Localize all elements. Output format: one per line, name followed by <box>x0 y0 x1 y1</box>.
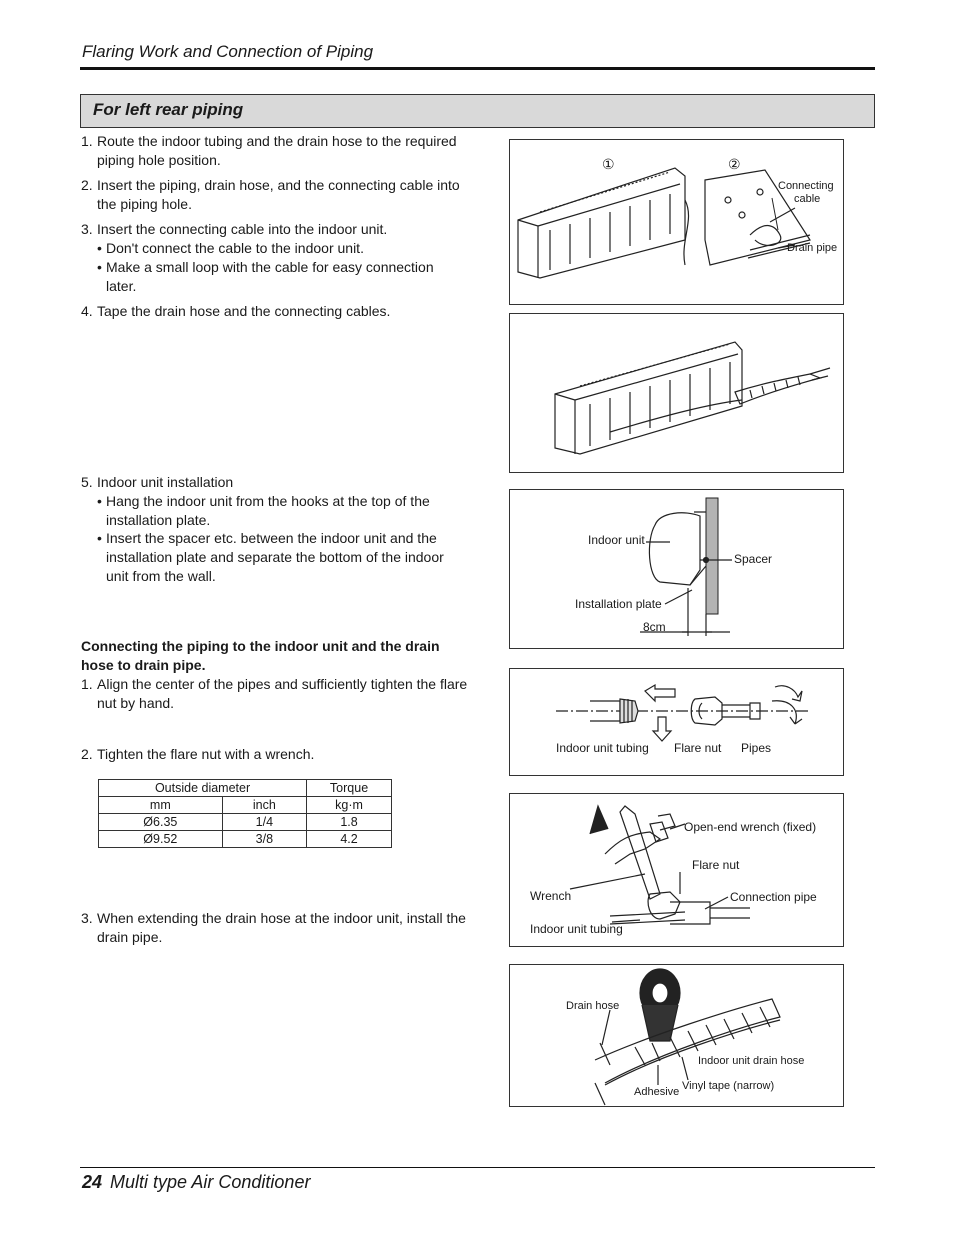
figure-wrench <box>509 793 844 947</box>
table-header-row <box>99 780 392 797</box>
label-8cm: 8cm <box>643 620 666 634</box>
section-title: For left rear piping <box>93 100 244 119</box>
label-connecting: Connecting <box>778 180 834 192</box>
table-unit-cell: mm <box>99 797 223 814</box>
table-row <box>99 831 392 848</box>
torque-table <box>98 779 392 848</box>
connect-step-1: 1. Align the center of the pipes and sufficiently tighten the flare nut by hand. <box>81 676 468 711</box>
footer-rule <box>80 1167 875 1168</box>
table-unit-cell: kg·m <box>307 797 392 814</box>
step-1: 1. Route the indoor tubing and the drain hose to the required piping hole position. <box>81 133 457 168</box>
step-2: 2. Insert the piping, drain hose, and the connecting cable into the piping hole. <box>81 177 460 212</box>
figure-drain-hose <box>509 964 844 1107</box>
figure-alignment <box>509 668 844 776</box>
figure-marker-1: ① <box>602 156 615 172</box>
label-adhesive: Adhesive <box>634 1086 680 1098</box>
label-spacer: Spacer <box>734 552 773 566</box>
page-footer <box>82 1172 310 1193</box>
table-unit-cell: inch <box>222 797 306 814</box>
step-4: 4. Tape the drain hose and the connecting cables. <box>81 303 391 319</box>
table-cell: 4.2 <box>307 831 392 848</box>
installation-illustration <box>510 490 843 648</box>
step-5: 5. Indoor unit installation <box>81 474 234 490</box>
page-header: Flaring Work and Connection of Piping <box>82 42 374 61</box>
figure-routing-piping <box>509 139 844 305</box>
label-pipes: Pipes <box>741 741 772 755</box>
figure-marker-2: ② <box>728 156 741 172</box>
table-header-cell: Outside diameter <box>99 780 307 797</box>
page-number: 24 <box>82 1172 103 1192</box>
label-vinyl-tape: Vinyl tape (narrow) <box>682 1080 775 1092</box>
table-unit-row <box>99 797 392 814</box>
label-indoor-unit: Indoor unit <box>588 533 645 547</box>
label-indoor-unit-tubing: Indoor unit tubing <box>556 741 649 755</box>
table-cell: 1.8 <box>307 814 392 831</box>
label-indoor-unit-drain-hose: Indoor unit drain hose <box>698 1055 805 1067</box>
label-connection-pipe: Connection pipe <box>730 890 817 904</box>
header-rule <box>80 67 875 70</box>
label-drain-hose: Drain hose <box>566 1000 620 1012</box>
routing-illustration <box>510 140 843 304</box>
label-indoor-unit-tubing: Indoor unit tubing <box>530 922 623 936</box>
table-cell: Ø6.35 <box>99 814 223 831</box>
label-flare-nut: Flare nut <box>674 741 722 755</box>
label-wrench: Wrench <box>530 889 572 903</box>
step-5-bullet-1: • Hang the indoor unit from the hooks at the top of the installation plate. <box>97 493 430 528</box>
table-cell: 1/4 <box>222 814 306 831</box>
table-cell: 3/8 <box>222 831 306 848</box>
drain-hose-illustration <box>510 965 843 1106</box>
step-3: 3. Insert the connecting cable into the indoor unit. <box>81 221 388 237</box>
table-row <box>99 814 392 831</box>
table-header-cell: Torque <box>307 780 392 797</box>
label-flare-nut: Flare nut <box>692 858 740 872</box>
figure-installation <box>509 489 844 649</box>
figure-taping <box>509 313 844 473</box>
alignment-illustration <box>510 669 843 775</box>
connect-step-3: 3. When extending the drain hose at the indoor unit, install the drain pipe. <box>81 910 466 945</box>
connecting-heading: Connecting the piping to the indoor unit and the drain hose to drain pipe. <box>81 638 440 673</box>
section-bar <box>80 94 875 128</box>
step-3-bullet-1: • Don't connect the cable to the indoor unit. <box>97 240 364 256</box>
step-5-bullet-2: • Insert the spacer etc. between the indoor unit and the installation plate and separate the bottom of the indoor unit from the wall. <box>97 530 444 584</box>
label-open-end-wrench: Open-end wrench (fixed) <box>684 820 817 834</box>
table-cell: Ø9.52 <box>99 831 223 848</box>
label-cable: cable <box>794 193 821 205</box>
footer-title: Multi type Air Conditioner <box>110 1172 311 1192</box>
step-3-bullet-2: • Make a small loop with the cable for easy connection later. <box>97 259 434 294</box>
label-installation-plate: Installation plate <box>575 597 662 611</box>
taping-illustration <box>510 314 843 472</box>
label-drain-pipe: Drain pipe <box>787 242 838 254</box>
connect-step-2: 2. Tighten the flare nut with a wrench. <box>81 746 315 762</box>
